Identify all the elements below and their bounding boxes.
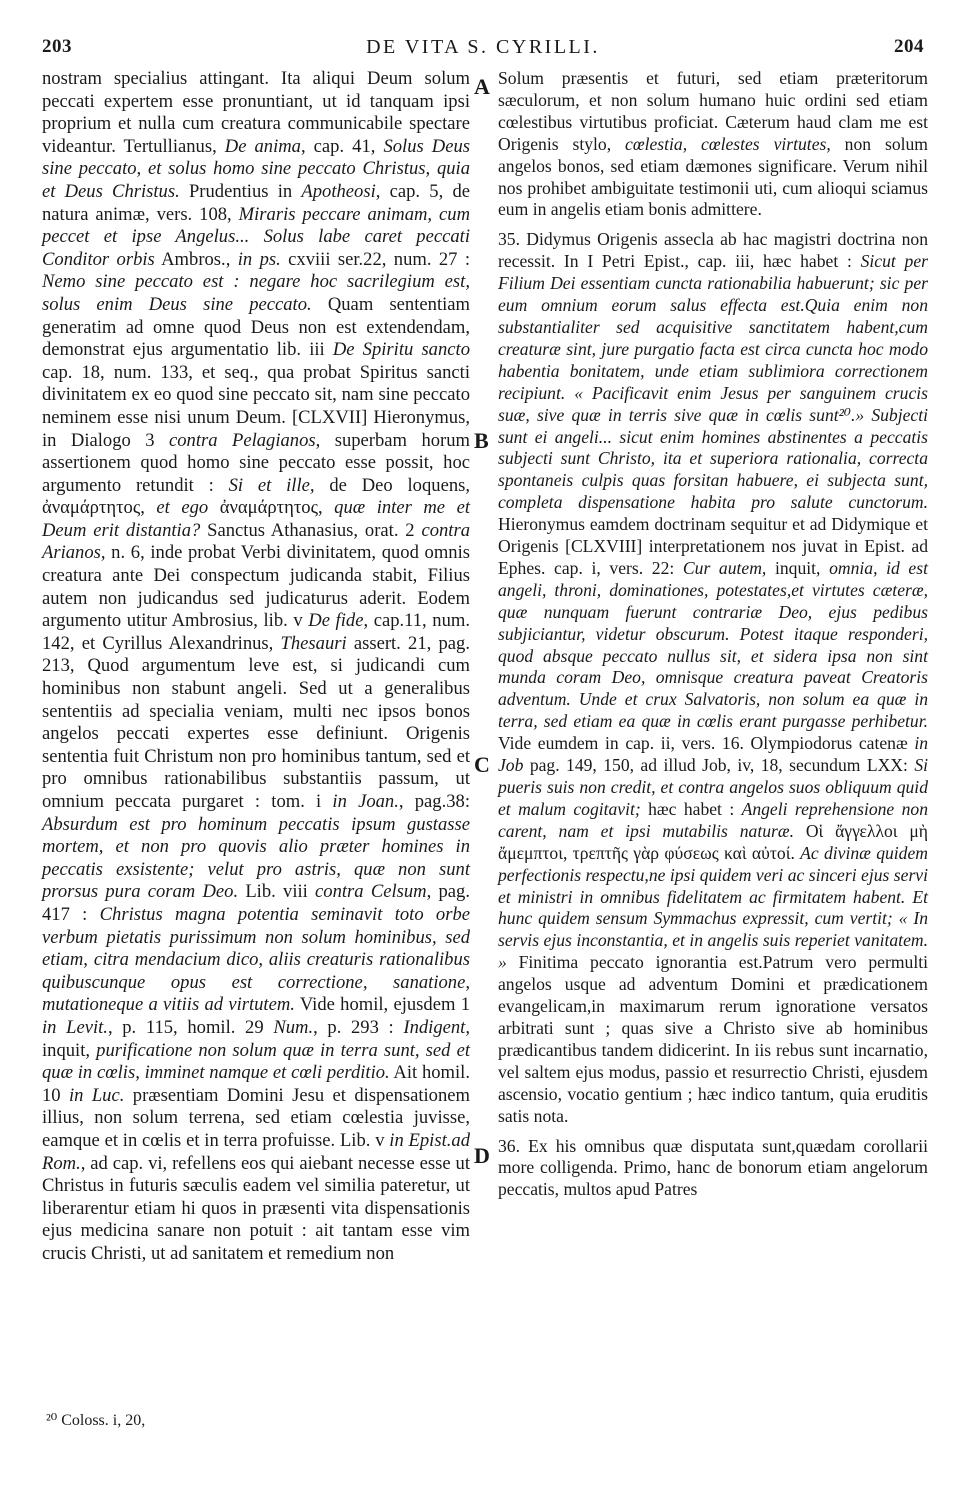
text-run: , superbam horum assertionem quod homo sine peccato esse possit, hoc argumento retundit : xyxy=(42,429,471,496)
italic-run: contra Celsum xyxy=(315,881,427,903)
text-run: Prudentius in xyxy=(179,180,302,202)
italic-run: in Epist.ad Rom. xyxy=(42,1129,470,1174)
text-run: Ambros., xyxy=(154,248,238,270)
italic-run: Absurdum est pro hominum peccatis ipsum gustasse mortem, et non pro quovis alio præter homines in peccatis exsistente; velut pro astris, quæ non sunt prorsus pura coram Deo. xyxy=(42,813,470,903)
text-run: Ait homil. 10 xyxy=(42,1062,470,1106)
page-number-right: 204 xyxy=(894,36,924,57)
italic-run: Christus magna potentia seminavit toto orbe verbum pietatis purissimum non solum hominibus, sed etiam, citra mendacium dico, aliis creaturis rationalibus quibuscunque opus est correctione, sanatione, mutationeque a vitiis ad virtutem. xyxy=(42,903,470,1016)
italic-run: contra Pelagianos xyxy=(168,429,316,451)
italic-run: Solus Deus sine peccato, et solus homo sine peccato Christus, quia et Deus Christus. xyxy=(42,135,470,202)
text-run: de Deo loquens, ἀναμάρτητος, xyxy=(42,474,471,519)
running-title: DE VITA S. CYRILLI. xyxy=(366,36,600,58)
italic-run: De Spiritu sancto xyxy=(332,339,470,361)
text-run: , p. 293 : xyxy=(313,1016,404,1038)
italic-run: in Job xyxy=(498,733,928,776)
text-run: Lib. viii xyxy=(238,881,316,903)
text-run: , ad cap. vi, refellens eos qui aiebant necesse esse ut Christus in futuris sæculis eadem vel similia pateretur, ut liberarentur etiam hi quos in præsenti vita dispensationis ejus medicina sanare non potuit : ait tantam esse vim crucis Christi, ut ad sanitatem et remedium non xyxy=(42,1152,470,1264)
text-run: , pag. 417 : xyxy=(42,881,470,925)
paragraph xyxy=(498,1136,928,1202)
italic-run: Nemo sine peccato est : negare hoc sacrilegium est, solus enim Deus sine peccato. xyxy=(42,271,470,315)
text-run: , n. 6, inde probat Verbi divinitatem, quod omnis creatura ante Dei conspectum judicanda stabit, Filius autem non judicandus sed judicaturus aderit. Eodem argumento utitur Ambrosius, lib. v xyxy=(42,542,470,632)
text-run: Solum præsentis et futuri, sed etiam præteritorum sæculorum, et non solum humano huic ordini sed etiam cœlestibus virtutibus proficiat. Cæterum haud clam me est Origenis stylo, xyxy=(498,68,928,154)
page-number-left: 203 xyxy=(42,36,72,57)
italic-run: purificatione non solum quæ in terra sunt, sed et quæ in cœlis, imminet namque et cœli perditio. xyxy=(42,1039,471,1084)
margin-letter-a: A xyxy=(474,74,490,99)
italic-run: et ego xyxy=(156,497,209,519)
text-run: nostram specialius attingant. Ita aliqui Deum solum peccati expertem esse pronuntiant, ut id tanquam ipsi proprium et nulla cum creatura communicabile spectare videantur. Tertullianus, xyxy=(42,68,470,157)
italic-run: Cur autem, xyxy=(682,557,767,578)
text-run: hæc habet : xyxy=(640,798,742,819)
text-run: Sanctus Athanasius, orat. 2 xyxy=(200,519,422,541)
text-run: assert. 21, pag. 213, Quod argumentum leve est, si judicandi cum hominibus non stabunt angeli. Sed ut a generalibus sententiis ad specialia veniam, multi nec ipsos bonos angelos peccati expertes esse definiunt. Origenis sententia fuit Christum non pro hominibus tantum, sed et pro omnibus rationabilibus substantiis passum, ut omnium peccata purgaret : tom. i xyxy=(42,632,470,812)
text-run: Quam sententiam generatim ad omne quod Deus non est extendendam, demonstrat ejus argumentatio lib. iii xyxy=(42,293,470,361)
margin-letter-b: B xyxy=(474,428,489,453)
text-run: Vide eumdem in cap. ii, vers. 16. Olympiodorus catenæ xyxy=(498,733,915,754)
text-run: Finitima peccato ignorantia est.Patrum vero permulti angelos usque ad adventum Domini et prædicationem evangelicam,in maximarum rerum ignoratione versatos arbitrati sunt ; quas sive a Christo sive ab hominibus prædicantibus tandem didicerint. In iis rebus sunt incarnatio, vel saltem ejus modus, passio et resurrectio Christi, ejusdem ascensio, vocatio gentium ; hæc indico tantum, quia eruditis satis nota. xyxy=(498,952,928,1126)
running-header xyxy=(42,36,924,66)
italic-run: in Joan. xyxy=(332,791,399,812)
italic-run: Num. xyxy=(273,1016,314,1038)
text-run: , non solum angelos bonos, sed etiam dæmones significare. Verum nihil nos prohibet ambiguitate testimonii uti, cum alioqui sciamus eum in angelis etiam bonis admittere. xyxy=(498,133,928,220)
italic-run: Angeli reprehensione non carent, nam et ipsi mutabilis naturæ. xyxy=(498,798,928,841)
italic-run: omnia, id est angeli, throni, dominationes, potestates,et virtutes cæteræ, quæ nunquam fuerunt contrariæ Deo, ejus pedibus subjiciantur, videtur obscurum. Potest itaque responderi, quod absque peccato nullus sit, et sidera ipsa non sint munda coram Deo, omnisque creatura paveat Creatoris adventum. Unde et crux Salvatoris, non solum ea quæ in terra, sed etiam ea quæ in cœlis erant purgasse perhibetur. xyxy=(498,557,928,732)
text-run: Οἱ ἄγγελλοι μὴ ἄμεμπτοι, τρεπτῆς γὰρ φύσεως καὶ αὐτοί. xyxy=(498,820,928,863)
paragraph xyxy=(42,68,470,1265)
paragraph xyxy=(498,68,928,221)
text-run: ἀναμάρτητος, xyxy=(208,497,335,519)
text-run: , pag.38: xyxy=(398,791,470,812)
footnote: ²⁰ Coloss. i, 20, xyxy=(46,1412,146,1429)
text-run: inquit, xyxy=(766,557,830,578)
italic-run: in ps. xyxy=(237,248,281,270)
left-column xyxy=(42,68,470,1265)
margin-letter-d: D xyxy=(474,1143,490,1168)
italic-run: quæ inter me et Deum erit distantia? xyxy=(42,497,470,541)
text-run: Hieronymus eamdem doctrinam sequitur et ad Didymique et Origenis [CLXVIII] interpretationem nos juvat in Epist. ad Ephes. cap. i, vers. 22: xyxy=(498,514,928,578)
italic-run: in Levit. xyxy=(42,1016,108,1038)
text-run: inquit, xyxy=(42,1039,97,1061)
text-run: pag. 149, 150, ad illud Job, iv, 18, secundum LXX: xyxy=(523,755,915,776)
italic-run: Apotheosi xyxy=(301,180,376,202)
italic-run: contra Arianos xyxy=(42,519,470,564)
text-run: 35. Didymus Origenis assecla ab hac magistri doctrina non recessit. In I Petri Epist., cap. iii, hæc habet : xyxy=(498,229,928,272)
italic-run: in Luc. xyxy=(68,1084,125,1106)
italic-run: Ac divinæ quidem perfectionis respectu,ne ipsi quidem veri ac sinceri ejus servi et ministri in omnibus fidelitatem ac firmitatem habent. Et hunc quidem sensum Symmachus expressit, cum vertit; « In servis ejus inconstantia, et in angelis suis reperiet vanitatem. » xyxy=(498,842,928,973)
paragraph xyxy=(498,229,928,1127)
text-run: 36. Ex his omnibus quæ disputata sunt,quædam corollarii more colligenda. Primo, hanc de bonorum etiam angelorum peccatis, multos apud Patres xyxy=(498,1135,928,1200)
text-run: cap. 18, num. 133, et seq., qua probat Spiritus sancti divinitatem ex eo quod sine peccato sit, nam sine peccato neminem esse nisi unum Deum. [CLXVII] Hieronymus, in Dialogo 3 xyxy=(42,361,470,451)
right-column xyxy=(498,68,928,1201)
text-run: Vide homil, ejusdem 1 xyxy=(294,994,470,1016)
text-run: cxviii ser.22, num. 27 : xyxy=(280,248,471,270)
text-run: præsentiam Domini Jesu et dispensationem illius, non solum terrena, sed etiam cœlestia juvisse, eamque et in cœlis et in terra profuisse. Lib. v xyxy=(42,1084,470,1151)
text-run: , cap. 41, xyxy=(300,135,384,157)
italic-run: Si pueris suis non credit, et contra angelos suos obliquum quid et malum cogitavit; xyxy=(498,755,928,819)
italic-run: De anima xyxy=(224,135,301,157)
italic-run: Miraris peccare animam, cum peccet et ipse Angelus... Solus labe caret peccati Conditor orbis xyxy=(42,203,470,270)
italic-run: Si et ille, xyxy=(228,474,315,496)
italic-run: cœlestia, cœlestes virtutes xyxy=(625,133,827,154)
italic-run: Sicut per Filium Dei essentiam cuncta rationabilia habuerunt; sic per eum omnium eorum salus effecta est.Quia enim non substantialiter sed acquisitive sanctitatem habent,cum creaturæ sint, jure purgatio facta est circa cuncta hoc modo habentia bonitatem, unde etiam sublimiora correctionem recipiunt. « Pacificavit enim Jesus per sanguinem crucis suæ, sive quæ in terris sive quæ in cœlis sunt²⁰.» Subjecti sunt ei angeli... sicut enim homines abstinentes a peccatis subjecti sunt Christo, ita et superiora rationalia, correcta spontaneis culpis quas forsitan habuere, ei subjecta sunt, completa dispensatione habita pro salute cunctorum. xyxy=(498,251,928,513)
text-run: , cap.11, num. 142, et Cyrillus Alexandrinus, xyxy=(42,610,471,654)
italic-run: Indigent, xyxy=(403,1016,470,1038)
margin-letter-c: C xyxy=(474,752,490,777)
italic-run: Thesauri xyxy=(280,632,347,654)
italic-run: De fide xyxy=(308,610,364,632)
text-run: , p. 115, homil. 29 xyxy=(107,1016,274,1038)
text-run: , cap. 5, de natura animæ, vers. 108, xyxy=(42,180,470,225)
